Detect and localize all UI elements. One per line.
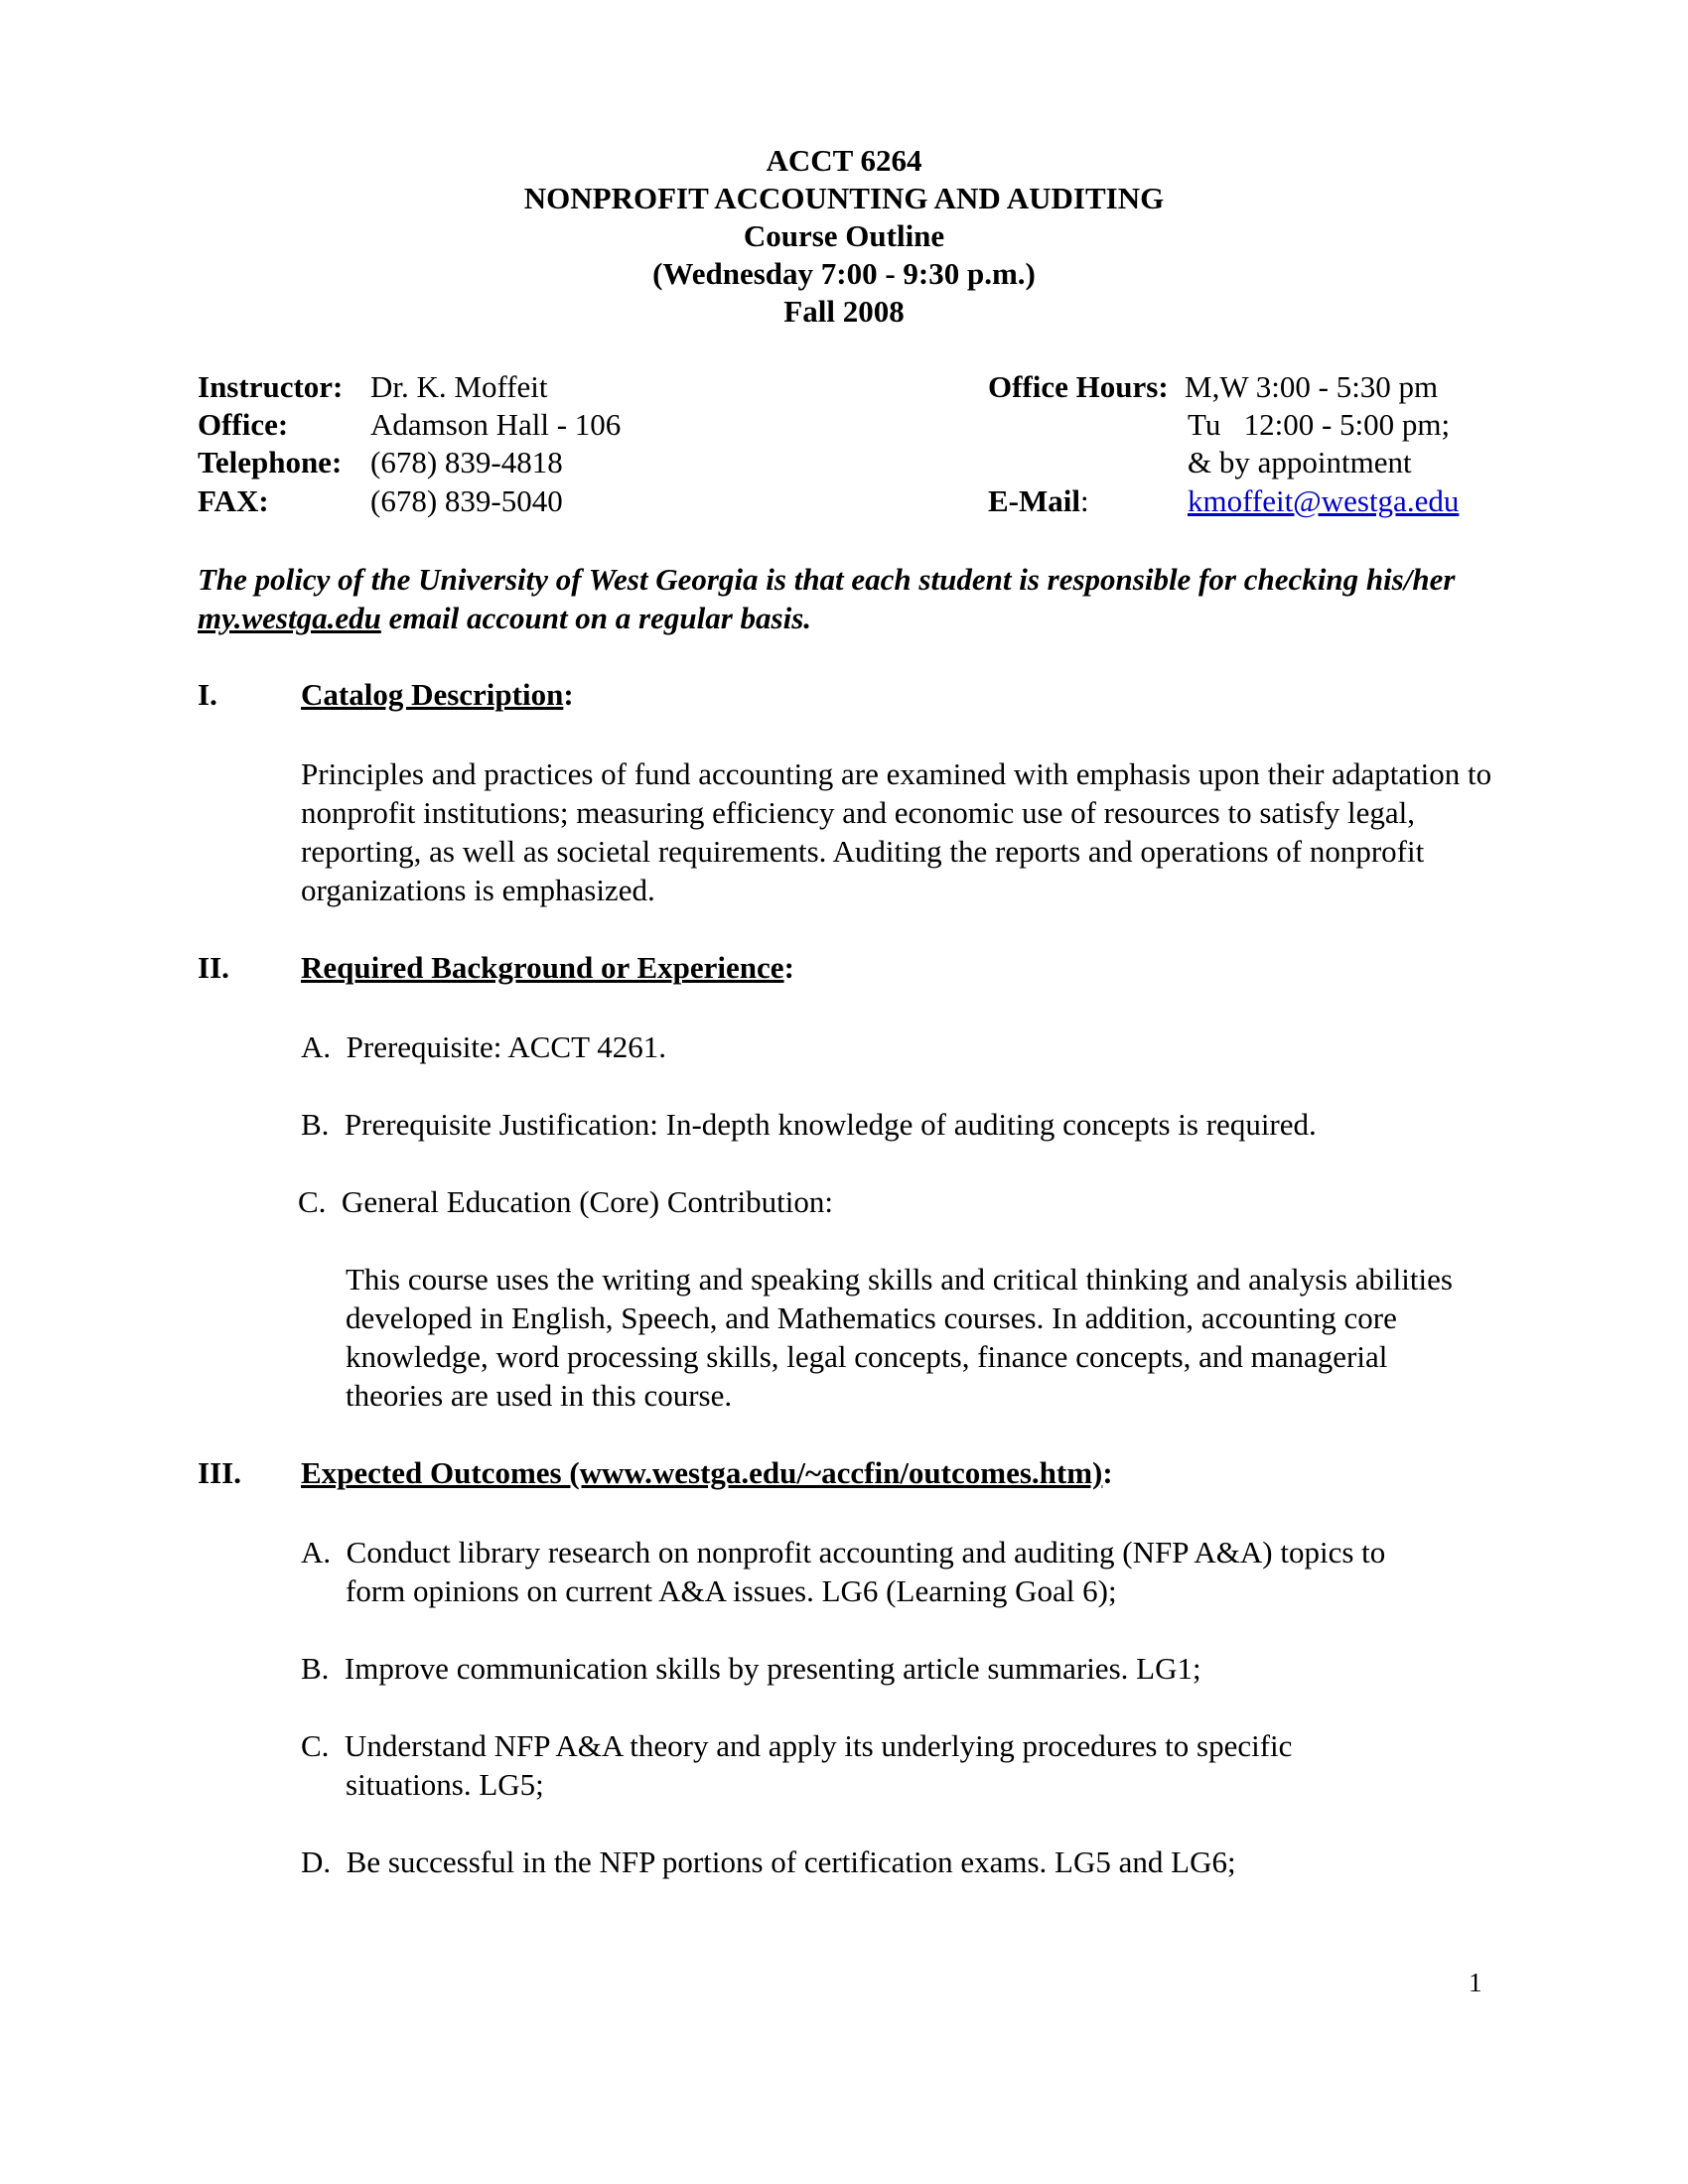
instructor-label: Instructor: <box>198 369 344 404</box>
email-colon: : <box>1080 483 1089 518</box>
page-number: 1 <box>1469 1968 1482 1997</box>
section-1-heading-row <box>301 677 574 713</box>
prerequisite-item: A. Prerequisite: ACCT 4261. <box>301 1029 666 1064</box>
policy-text-before: The policy of the University of West Georgia is that each student is responsible for checking his/her <box>198 562 1456 597</box>
section-3-heading: Expected Outcomes (www.westga.edu/~accfin/outcomes.htm) <box>301 1455 1103 1490</box>
section-1-numeral: I. <box>198 677 217 712</box>
catalog-description: Principles and practices of fund accounting are examined with emphasis upon their adaptation to nonprofit institutions; measuring efficiency and economic use of resources to satisfy legal, reporting, as well as societal requirements. Auditing the reports and operations of nonprofit organizations is emphasized. <box>301 756 1492 907</box>
telephone-label: Telephone: <box>198 445 343 479</box>
fax-value: (678) 839-5040 <box>370 483 563 518</box>
term: Fall 2008 <box>783 294 905 329</box>
policy-text-after: email account on a regular basis. <box>380 601 812 635</box>
outcome-d: D. Be successful in the NFP portions of certification exams. LG5 and LG6; <box>301 1844 1236 1879</box>
document-type: Course Outline <box>743 218 945 253</box>
general-education-item: C. General Education (Core) Contribution: <box>298 1184 833 1219</box>
course-name: NONPROFIT ACCOUNTING AND AUDITING <box>523 181 1165 215</box>
prerequisite-justification-item: B. Prerequisite Justification: In-depth knowledge of auditing concepts is required. <box>301 1107 1317 1142</box>
section-2-heading-row <box>301 950 794 986</box>
outcome-a-line-1: A. Conduct library research on nonprofit accounting and auditing (NFP A&A) topics to <box>301 1535 1386 1570</box>
general-education-paragraph: This course uses the writing and speaking skills and critical thinking and analysis abilities developed in English, Speech, and Mathematics courses. In addition, accounting core knowledge, word processing skills, legal concepts, finance concepts, and managerial theories are used in this course. <box>346 1262 1453 1413</box>
section-3-heading-row <box>301 1455 1113 1491</box>
email-label-row <box>988 482 1089 520</box>
section-2-numeral: II. <box>198 950 229 985</box>
outcome-c-line-2: situations. LG5; <box>346 1767 544 1802</box>
section-2-colon: : <box>783 950 794 985</box>
office-value: Adamson Hall - 106 <box>370 407 622 442</box>
section-3-colon: : <box>1102 1455 1113 1490</box>
instructor-value: Dr. K. Moffeit <box>370 369 548 404</box>
telephone-value: (678) 839-4818 <box>370 445 563 479</box>
email-link[interactable]: kmoffeit@westga.edu <box>1188 483 1460 518</box>
class-schedule: (Wednesday 7:00 - 9:30 p.m.) <box>652 256 1036 291</box>
email-label: E-Mail <box>988 483 1080 518</box>
section-1-heading: Catalog Description <box>301 677 564 712</box>
section-1-colon: : <box>563 677 574 712</box>
office-hours-line-2: Tu 12:00 - 5:00 pm; <box>1188 407 1451 442</box>
outcome-c-line-1: C. Understand NFP A&A theory and apply its underlying procedures to specific <box>301 1728 1293 1763</box>
office-label: Office: <box>198 407 289 442</box>
outcome-a-line-2: form opinions on current A&A issues. LG6 (Learning Goal 6); <box>346 1573 1117 1608</box>
office-hours-line-3: & by appointment <box>1188 445 1412 479</box>
policy-link[interactable]: my.westga.edu <box>198 601 381 635</box>
outcome-b: B. Improve communication skills by presenting article summaries. LG1; <box>301 1651 1201 1686</box>
office-hours-label: Office Hours: <box>988 369 1169 404</box>
course-code: ACCT 6264 <box>766 143 922 178</box>
section-3-numeral: III. <box>198 1455 241 1490</box>
office-hours-line-1: M,W 3:00 - 5:30 pm <box>1185 369 1439 404</box>
email-policy-statement <box>198 560 1498 637</box>
fax-label: FAX: <box>198 483 269 518</box>
section-2-heading: Required Background or Experience <box>301 950 784 985</box>
